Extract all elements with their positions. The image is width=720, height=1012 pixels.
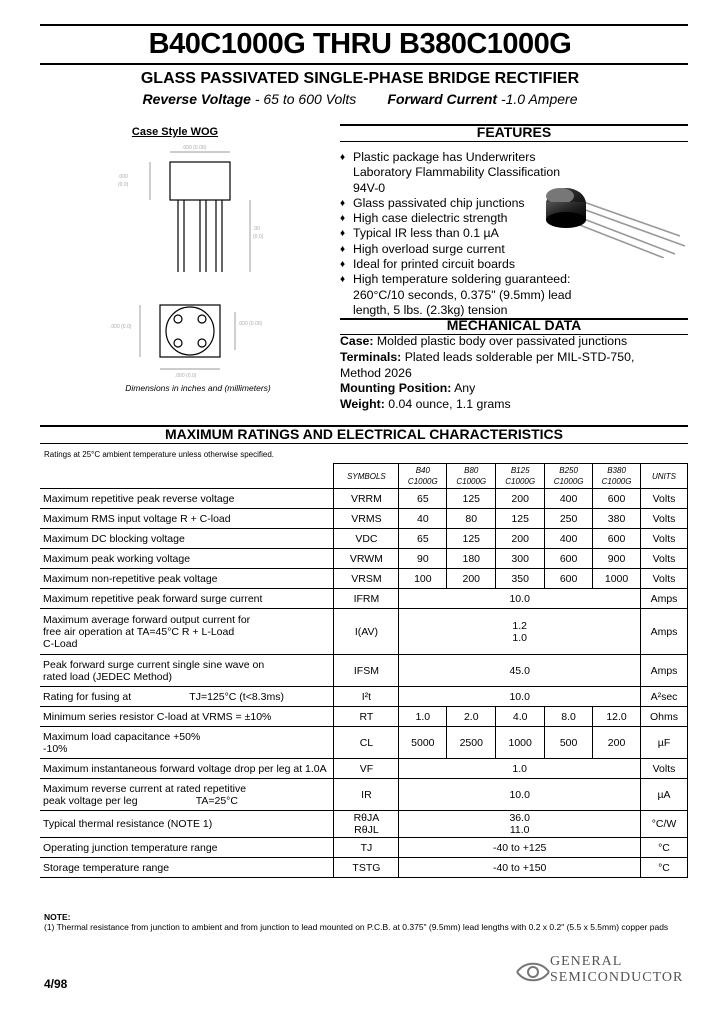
mounting-text: Any [451, 381, 476, 396]
table-row [40, 707, 688, 727]
unit-cell: Ohms [641, 707, 688, 727]
value-cell: 125 [496, 509, 545, 529]
note-text: (1) Thermal resistance from junction to ambient and from junction to lead mounted on P.C.B. at 0.375" (9.5mm) lead lengths with 0.2 x 0.2" (5.5 x 5.5mm) copper pads [44, 922, 669, 932]
value-cell: 36.0 11.0 [399, 811, 641, 838]
value-cell: 400 [545, 529, 593, 549]
value-cell: 600 [545, 549, 593, 569]
svg-text:.000: .000 [118, 174, 128, 180]
value-cell: 10.0 [399, 687, 641, 707]
value-cell: 600 [593, 489, 641, 509]
param-cell: Typical thermal resistance (NOTE 1) [40, 811, 334, 838]
symbol-cell: RT [334, 707, 399, 727]
table-row [40, 759, 688, 779]
case-style-label: Case Style WOG [131, 126, 219, 138]
feature-item: ♦ High overload surge current [340, 242, 680, 257]
value-cell: 90 [399, 549, 447, 569]
value-cell: 400 [545, 489, 593, 509]
unit-cell: µF [641, 727, 688, 759]
value-cell: 200 [496, 529, 545, 549]
column-header: B80 C1000G [447, 464, 496, 489]
symbol-cell: I²t [334, 687, 399, 707]
brand-line-2: SEMICONDUCTOR [550, 970, 684, 985]
table-row [40, 489, 688, 509]
gs-logo-icon [513, 955, 553, 989]
param-cell: Maximum repetitive peak reverse voltage [40, 489, 334, 509]
symbol-cell: TJ [334, 838, 399, 858]
value-cell: 350 [496, 569, 545, 589]
symbol-cell: CL [334, 727, 399, 759]
svg-text:.000 (0.0): .000 (0.0) [175, 373, 197, 379]
feature-item: ♦ Plastic package has Underwriters Laboratory Flammability Classification 94V-0 [340, 150, 568, 196]
column-header: B40 C1000G [399, 464, 447, 489]
table-header-row [40, 464, 688, 489]
table-row [40, 727, 688, 759]
unit-cell: Amps [641, 609, 688, 655]
param-cell: Maximum load capacitance +50% -10% [40, 727, 334, 759]
case-label: Case: [340, 334, 374, 348]
feature-item: ♦ Typical IR less than 0.1 µA [340, 226, 680, 241]
table-row [40, 529, 688, 549]
param-cell: Maximum RMS input voltage R + C-load [40, 509, 334, 529]
column-header: SYMBOLS [334, 464, 399, 489]
table-row [40, 779, 688, 811]
value-cell: 8.0 [545, 707, 593, 727]
mechanical-heading: MECHANICAL DATA [446, 317, 582, 333]
value-cell: 200 [496, 489, 545, 509]
param-cell: Maximum instantaneous forward voltage drop per leg at 1.0A [40, 759, 334, 779]
param-cell: Maximum reverse current at rated repetitive peak voltage per leg TA=25°C [40, 779, 334, 811]
unit-cell: Amps [641, 655, 688, 687]
svg-text:.000 (0.0): .000 (0.0) [110, 324, 132, 330]
symbol-cell: VRMS [334, 509, 399, 529]
param-cell: Maximum peak working voltage [40, 549, 334, 569]
symbol-cell: VDC [334, 529, 399, 549]
value-cell: 180 [447, 549, 496, 569]
column-header: B250 C1000G [545, 464, 593, 489]
table-row [40, 509, 688, 529]
unit-cell: Volts [641, 529, 688, 549]
symbol-cell: I(AV) [334, 609, 399, 655]
value-cell: 200 [593, 727, 641, 759]
case-outline-drawing [110, 140, 290, 380]
value-cell: 1000 [593, 569, 641, 589]
value-cell: 125 [447, 489, 496, 509]
symbol-cell: VRWM [334, 549, 399, 569]
value-cell: 250 [545, 509, 593, 529]
reverse-voltage-label: Reverse Voltage [142, 91, 251, 107]
table-row [40, 549, 688, 569]
symbol-cell: VRRM [334, 489, 399, 509]
value-cell: 1.0 [399, 707, 447, 727]
ratings-note: Ratings at 25°C ambient temperature unless otherwise specified. [44, 450, 274, 459]
param-cell: Peak forward surge current single sine wave on rated load (JEDEC Method) [40, 655, 334, 687]
weight-label: Weight: [340, 397, 385, 412]
value-cell: 500 [545, 727, 593, 759]
value-cell: 600 [545, 569, 593, 589]
ratings-table [40, 463, 688, 878]
note-label: NOTE: [44, 912, 71, 922]
terminals-label: Terminals: [340, 349, 402, 364]
param-cell: Maximum repetitive peak forward surge current [40, 589, 334, 609]
value-cell: 5000 [399, 727, 447, 759]
symbol-cell: IFRM [334, 589, 399, 609]
brand-line-1: GENERAL [550, 954, 623, 969]
feature-item: ♦ High case dielectric strength [340, 211, 680, 226]
param-cell: Operating junction temperature range [40, 838, 334, 858]
dimensions-note: Dimensions in inches and (millimeters) [125, 383, 271, 393]
rating-line [0, 91, 720, 107]
unit-cell: Volts [641, 549, 688, 569]
param-cell: Maximum non-repetitive peak voltage [40, 569, 334, 589]
features-heading: FEATURES [476, 124, 552, 140]
value-cell: 12.0 [593, 707, 641, 727]
feature-item: ♦ Ideal for printed circuit boards [340, 257, 680, 272]
value-cell: 65 [399, 529, 447, 549]
case-text: Molded plastic body over passivated junctions [373, 334, 628, 348]
value-cell: 300 [496, 549, 545, 569]
unit-cell: Volts [641, 509, 688, 529]
value-cell: 1.2 1.0 [399, 609, 641, 655]
value-cell: 80 [447, 509, 496, 529]
symbol-cell: IR [334, 779, 399, 811]
param-cell: Rating for fusing at TJ=125°C (t<8.3ms) [40, 687, 334, 707]
unit-cell: Volts [641, 489, 688, 509]
symbol-cell: VRSM [334, 569, 399, 589]
feature-item: ♦ Glass passivated chip junctions [340, 196, 680, 211]
forward-current-value: -1.0 Ampere [497, 91, 578, 107]
brand-logo [550, 954, 683, 986]
unit-cell: µA [641, 779, 688, 811]
param-cell: Storage temperature range [40, 858, 334, 878]
column-header: B125 C1000G [496, 464, 545, 489]
value-cell: 2.0 [447, 707, 496, 727]
param-cell: Maximum DC blocking voltage [40, 529, 334, 549]
value-cell: 65 [399, 489, 447, 509]
bridge-rectifier-photo [540, 178, 690, 258]
features-rule-bottom [340, 141, 688, 142]
table-row [40, 655, 688, 687]
column-header: UNITS [641, 464, 688, 489]
value-cell: 380 [593, 509, 641, 529]
value-cell: 2500 [447, 727, 496, 759]
svg-text:.000 (0.00): .000 (0.00) [182, 145, 207, 151]
param-cell: Minimum series resistor C-load at VRMS = ±10% [40, 707, 334, 727]
param-cell: Maximum average forward output current for free air operation at TA=45°C R + L-Load C-Load [40, 609, 334, 655]
value-cell: 45.0 [399, 655, 641, 687]
unit-cell: A²sec [641, 687, 688, 707]
unit-cell: Volts [641, 759, 688, 779]
unit-cell: °C [641, 858, 688, 878]
table-row [40, 811, 688, 838]
table-row [40, 589, 688, 609]
column-header: B380 C1000G [593, 464, 641, 489]
value-cell: 600 [593, 529, 641, 549]
reverse-voltage-value: - 65 to 600 Volts [250, 91, 357, 107]
value-cell: 125 [447, 529, 496, 549]
doc-date: 4/98 [44, 977, 68, 991]
value-cell: 200 [447, 569, 496, 589]
value-cell: 4.0 [496, 707, 545, 727]
value-cell: 1.0 [399, 759, 641, 779]
forward-current-label: Forward Current [387, 91, 498, 107]
value-cell: 1000 [496, 727, 545, 759]
weight-text: 0.04 ounce, 1.1 grams [384, 397, 511, 412]
value-cell: 40 [399, 509, 447, 529]
mounting-label: Mounting Position: [340, 381, 452, 396]
svg-text:.000 (0.00): .000 (0.00) [238, 321, 263, 327]
unit-cell: Volts [641, 569, 688, 589]
value-cell: -40 to +125 [399, 838, 641, 858]
table-row [40, 838, 688, 858]
value-cell: -40 to +150 [399, 858, 641, 878]
svg-text:(0.0): (0.0) [118, 182, 129, 188]
terminals-text: Plated leads solderable per MIL-STD-750, Method 2026 [340, 349, 635, 380]
ratings-rule-bottom [40, 443, 688, 444]
header-blank-cell [40, 464, 334, 489]
unit-cell: °C/W [641, 811, 688, 838]
top-rule [40, 24, 688, 26]
value-cell: 10.0 [399, 589, 641, 609]
svg-text:(0.0): (0.0) [253, 234, 264, 240]
table-row [40, 609, 688, 655]
value-cell: 100 [399, 569, 447, 589]
value-cell: 10.0 [399, 779, 641, 811]
value-cell: 900 [593, 549, 641, 569]
symbol-cell: IFSM [334, 655, 399, 687]
table-row [40, 569, 688, 589]
title-rule [40, 63, 688, 65]
unit-cell: Amps [641, 589, 688, 609]
symbol-cell: TSTG [334, 858, 399, 878]
table-row [40, 858, 688, 878]
symbol-cell: VF [334, 759, 399, 779]
unit-cell: °C [641, 838, 688, 858]
svg-text:.00: .00 [253, 226, 260, 232]
page-title: B40C1000G THRU B380C1000G [148, 28, 572, 60]
page-subtitle: GLASS PASSIVATED SINGLE-PHASE BRIDGE RECTIFIER [140, 70, 580, 87]
feature-item: ♦ High temperature soldering guaranteed: 260°C/10 seconds, 0.375" (9.5mm) lead length, 5 lbs. (2.3kg) tension [340, 272, 603, 318]
ratings-heading: MAXIMUM RATINGS AND ELECTRICAL CHARACTERISTICS [165, 426, 563, 442]
mechanical-data [340, 334, 670, 413]
symbol-cell: RθJA RθJL [334, 811, 399, 838]
table-row [40, 687, 688, 707]
